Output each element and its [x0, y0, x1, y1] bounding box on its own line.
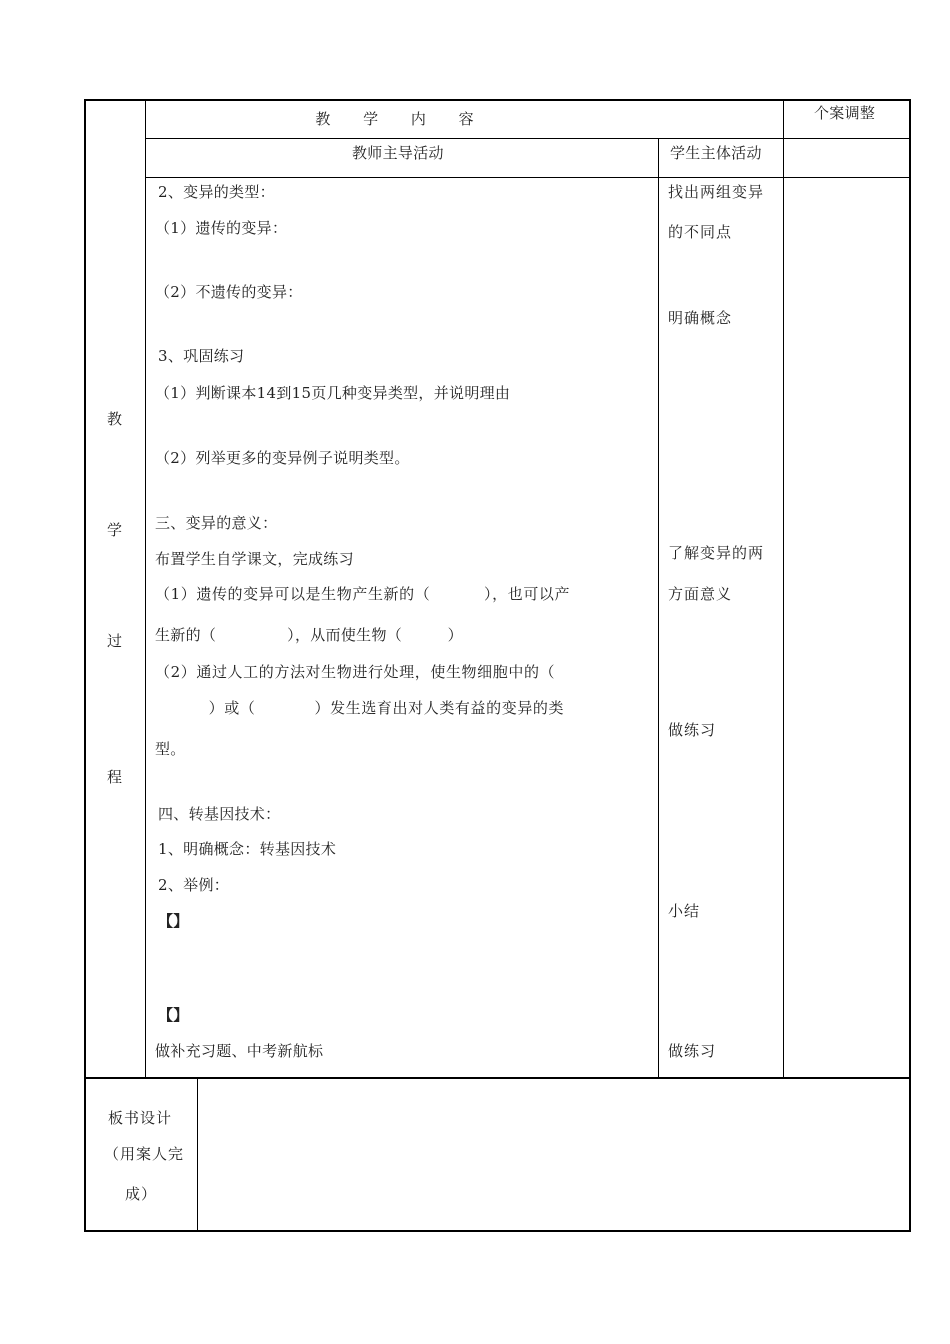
student-line: 做练习 — [668, 1042, 717, 1060]
teacher-line: （1）判断课本14到15页几种变异类型，并说明理由 — [155, 384, 511, 402]
teacher-line: 型。 — [155, 740, 186, 758]
student-line: 找出两组变异 — [668, 183, 765, 201]
teacher-column-header: 教师主导活动 — [352, 144, 444, 162]
side-label-char: 程 — [107, 768, 123, 786]
teacher-line: 三、变异的意义： — [155, 514, 278, 532]
teacher-line: 【】 — [158, 1006, 189, 1024]
board-label: 板书设计 — [108, 1109, 173, 1127]
teacher-line: （2）不遗传的变异： — [155, 283, 303, 301]
teacher-line: 2、举例： — [158, 876, 230, 894]
divider-header-1 — [145, 138, 911, 139]
teacher-line: 3、巩固练习 — [158, 347, 245, 365]
student-line: 做练习 — [668, 721, 717, 739]
border-left — [84, 99, 86, 1232]
teacher-line: （2）通过人工的方法对生物进行处理，使生物细胞中的（ — [155, 663, 556, 681]
divider-case — [783, 99, 784, 1078]
teacher-line: 做补充习题、中考新航标 — [155, 1042, 324, 1060]
student-line: 方面意义 — [668, 585, 733, 603]
teacher-line: （2）列举更多的变异例子说明类型。 — [155, 449, 410, 467]
student-line: 小结 — [668, 902, 701, 920]
board-content-area — [198, 1079, 909, 1230]
divider-student — [658, 138, 659, 1078]
teacher-line: 2、变异的类型： — [158, 183, 275, 201]
student-line: 了解变异的两 — [668, 544, 765, 562]
side-label-char: 学 — [107, 521, 123, 539]
border-bottom — [84, 1230, 911, 1232]
border-top — [84, 99, 911, 101]
teacher-line: 1、明确概念：转基因技术 — [158, 840, 337, 858]
teacher-line: 生新的（ ），从而使生物（ ） — [155, 626, 463, 644]
student-column-header: 学生主体活动 — [670, 144, 762, 162]
side-label-char: 教 — [107, 410, 123, 428]
content-title: 教 学 内 容 — [315, 110, 488, 128]
teacher-line: 布置学生自学课文，完成练习 — [155, 550, 354, 568]
teacher-line: （1）遗传的变异： — [155, 219, 288, 237]
teacher-line: ）或（ ）发生选育出对人类有益的变异的类 — [155, 699, 565, 717]
teacher-line: 四、转基因技术： — [158, 805, 281, 823]
case-adjust-header: 个案调整 — [814, 104, 876, 122]
board-label: 成） — [125, 1185, 158, 1203]
border-right — [909, 99, 911, 1232]
divider-header-2 — [145, 177, 911, 178]
teacher-line: （1）遗传的变异可以是生物产生新的（ ），也可以产 — [155, 585, 571, 603]
student-line: 明确概念 — [668, 309, 733, 327]
teacher-line: 【】 — [158, 912, 189, 930]
student-line: 的不同点 — [668, 223, 733, 241]
side-label-char: 过 — [107, 632, 123, 650]
board-label: （用案人完 — [104, 1145, 185, 1163]
divider-side — [145, 99, 146, 1078]
